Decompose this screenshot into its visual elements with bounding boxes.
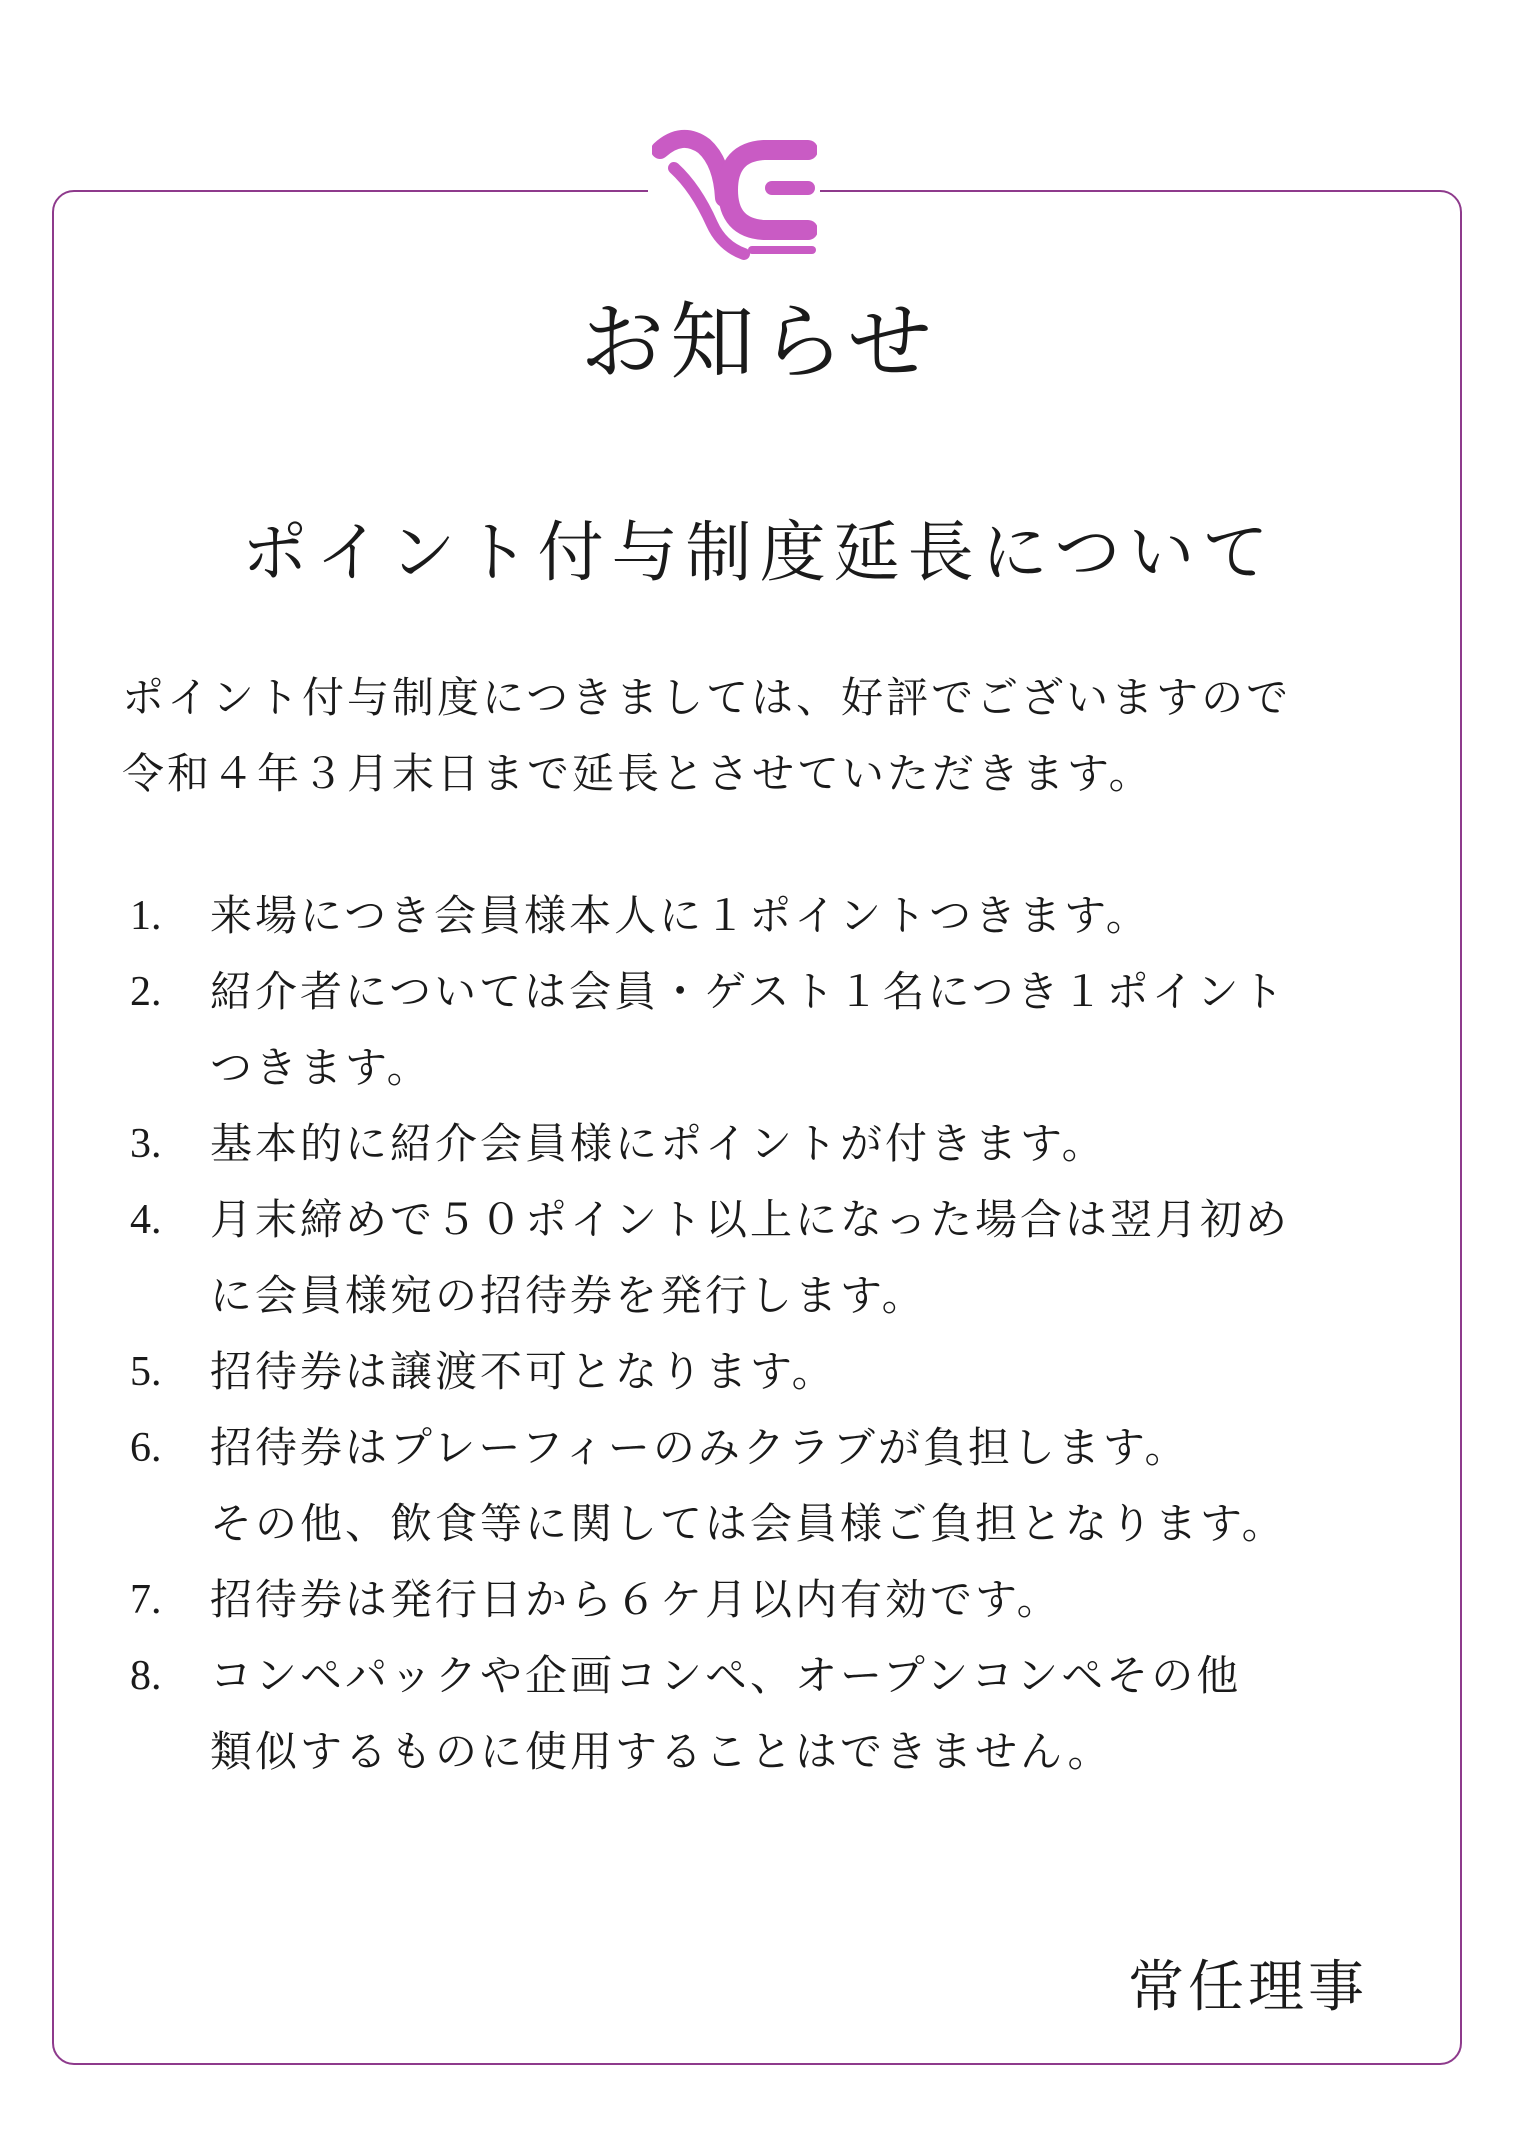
rule-number: 1. <box>130 893 162 939</box>
list-item <box>130 1638 1390 1790</box>
intro-line: 令和４年３月末日まで延長とさせていただきます。 <box>122 749 1154 798</box>
rules-list <box>130 878 1390 1790</box>
rule-number: 8. <box>130 1653 162 1699</box>
list-item <box>130 954 1390 1106</box>
rule-text: 紹介者については会員・ゲスト１名につき１ポイント <box>210 967 1287 1016</box>
rule-number: 3. <box>130 1121 162 1167</box>
rule-text: 来場につき会員様本人に１ポイントつきます。 <box>210 891 1151 940</box>
intro-line: ポイント付与制度につきましては、好評でございますので <box>122 673 1292 722</box>
rule-text: 類似するものに使用することはできません。 <box>210 1727 1113 1776</box>
rule-text: コンペパックや企画コンペ、オープンコンペその他 <box>210 1651 1242 1700</box>
rule-number: 5. <box>130 1349 162 1395</box>
rule-text: つきます。 <box>210 1043 432 1092</box>
rule-number: 7. <box>130 1577 162 1623</box>
rule-text: に会員様宛の招待券を発行します。 <box>210 1271 927 1320</box>
list-item <box>130 1562 1390 1638</box>
rule-number: 2. <box>130 969 162 1015</box>
list-item <box>130 1334 1390 1410</box>
list-item <box>130 1410 1390 1562</box>
rule-text: その他、飲食等に関しては会員様ご負担となります。 <box>210 1499 1287 1548</box>
rule-text: 招待券はプレーフィーのみクラブが負担します。 <box>210 1423 1190 1472</box>
rule-text: 月末締めで５０ポイント以上になった場合は翌月初め <box>210 1195 1291 1244</box>
club-logo-icon <box>652 128 817 263</box>
notice-subtitle: ポイント付与制度延長について <box>241 514 1277 591</box>
rule-text: 基本的に紹介会員様にポイントが付きます。 <box>210 1119 1107 1168</box>
list-item <box>130 1182 1390 1334</box>
list-item <box>130 1106 1390 1182</box>
intro-paragraph <box>122 660 1422 812</box>
rule-number: 4. <box>130 1197 162 1243</box>
rule-number: 6. <box>130 1425 162 1471</box>
signature: 常任理事 <box>1128 1955 1368 2020</box>
rule-text: 招待券は譲渡不可となります。 <box>210 1347 837 1396</box>
page-title: お知らせ <box>580 293 938 391</box>
rule-text: 招待券は発行日から６ケ月以内有効です。 <box>210 1575 1062 1624</box>
list-item <box>130 878 1390 954</box>
